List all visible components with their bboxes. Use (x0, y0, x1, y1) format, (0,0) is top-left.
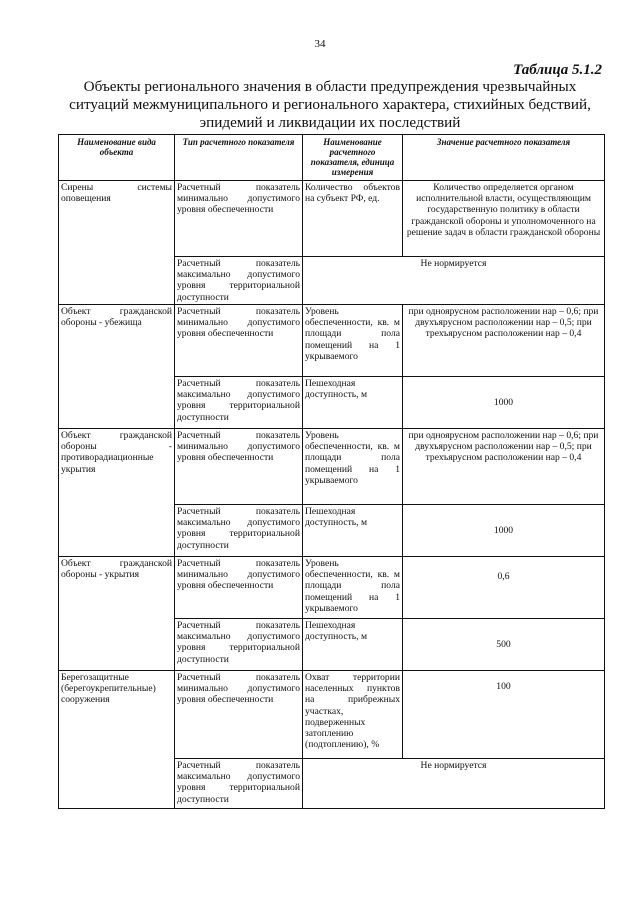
indicator-value-cell: Количество определяется органом исполнительной власти, осуществляющим государственную политику в области гражданской обороны и уполномоченного на решение задач в области гражданской обороны (403, 181, 605, 257)
object-name-cell: Объект гражданской обороны - укрытия (59, 557, 175, 671)
indicator-type-cell: Расчетный показатель максимально допустимого уровня территориальной доступности (175, 619, 303, 671)
page-number: 34 (314, 38, 326, 50)
object-name-cell: Объект гражданской обороны - убежища (59, 305, 175, 429)
indicator-value-cell: Не нормируется (303, 257, 605, 305)
table-row (59, 305, 605, 377)
indicator-name-cell: Уровень обеспеченности, кв. м площади пола помещений на 1 укрываемого (303, 557, 403, 619)
header-indicator-type: Тип расчетного показателя (175, 135, 303, 181)
header-object-type: Наименование вида объекта (59, 135, 175, 181)
indicators-table (58, 134, 605, 809)
table-header-row (59, 135, 605, 181)
indicator-type-cell: Расчетный показатель максимально допустимого уровня территориальной доступности (175, 377, 303, 429)
indicator-value-cell: 1000 (403, 505, 605, 557)
indicator-type-cell: Расчетный показатель минимально допустимого уровня обеспеченности (175, 671, 303, 759)
table-row (59, 671, 605, 759)
indicator-value-cell: 1000 (403, 377, 605, 429)
indicator-value-cell: 100 (403, 671, 605, 759)
indicator-type-cell: Расчетный показатель минимально допустимого уровня обеспеченности (175, 181, 303, 257)
document-title: Объекты регионального значения в области предупреждения чрезвычайных ситуаций межмуниципального и регионального характера, стихийных бедствий, эпидемий и ликвидации их последствий (69, 78, 591, 131)
table-row (59, 181, 605, 257)
indicator-name-cell: Количество объектов на субъект РФ, ед. (303, 181, 403, 257)
table-row (59, 557, 605, 619)
indicator-type-cell: Расчетный показатель минимально допустимого уровня обеспеченности (175, 429, 303, 505)
table-row (59, 429, 605, 505)
indicator-value-cell: Не нормируется (303, 759, 605, 809)
object-name-cell: Берегозащитные (берегоукрепительные) сооружения (59, 671, 175, 809)
indicator-type-cell: Расчетный показатель минимально допустимого уровня обеспеченности (175, 305, 303, 377)
object-name-cell: Сирены системы оповещения (59, 181, 175, 305)
indicator-value-cell: при одноярусном расположении нар – 0,6; при двухъярусном расположении нар – 0,5; при трехъярусном расположении нар – 0,4 (403, 305, 605, 377)
header-indicator-name: Наименование расчетного показателя, единица измерения (303, 135, 403, 181)
table-label: Таблица 5.1.2 (513, 62, 602, 78)
indicator-type-cell: Расчетный показатель максимально допустимого уровня территориальной доступности (175, 505, 303, 557)
indicator-name-cell: Пешеходная доступность, м (303, 505, 403, 557)
header-indicator-value: Значение расчетного показателя (403, 135, 605, 181)
indicator-name-cell: Пешеходная доступность, м (303, 619, 403, 671)
indicator-type-cell: Расчетный показатель максимально допустимого уровня территориальной доступности (175, 257, 303, 305)
indicator-value-cell: при одноярусном расположении нар – 0,6; при двухъярусном расположении нар – 0,5; при трехъярусном расположении нар – 0,4 (403, 429, 605, 505)
indicator-name-cell: Уровень обеспеченности, кв. м площади пола помещений на 1 укрываемого (303, 305, 403, 377)
object-name-cell: Объект гражданской обороны - противорадиационные укрытия (59, 429, 175, 557)
indicator-name-cell: Уровень обеспеченности, кв. м площади пола помещений на 1 укрываемого (303, 429, 403, 505)
indicator-value-cell: 0,6 (403, 557, 605, 619)
indicator-value-cell: 500 (403, 619, 605, 671)
indicator-type-cell: Расчетный показатель минимально допустимого уровня обеспеченности (175, 557, 303, 619)
indicator-name-cell: Охват территории населенных пунктов на прибрежных участках, подверженных затоплению (подтоплению), % (303, 671, 403, 759)
indicator-name-cell: Пешеходная доступность, м (303, 377, 403, 429)
indicator-type-cell: Расчетный показатель максимально допустимого уровня территориальной доступности (175, 759, 303, 809)
